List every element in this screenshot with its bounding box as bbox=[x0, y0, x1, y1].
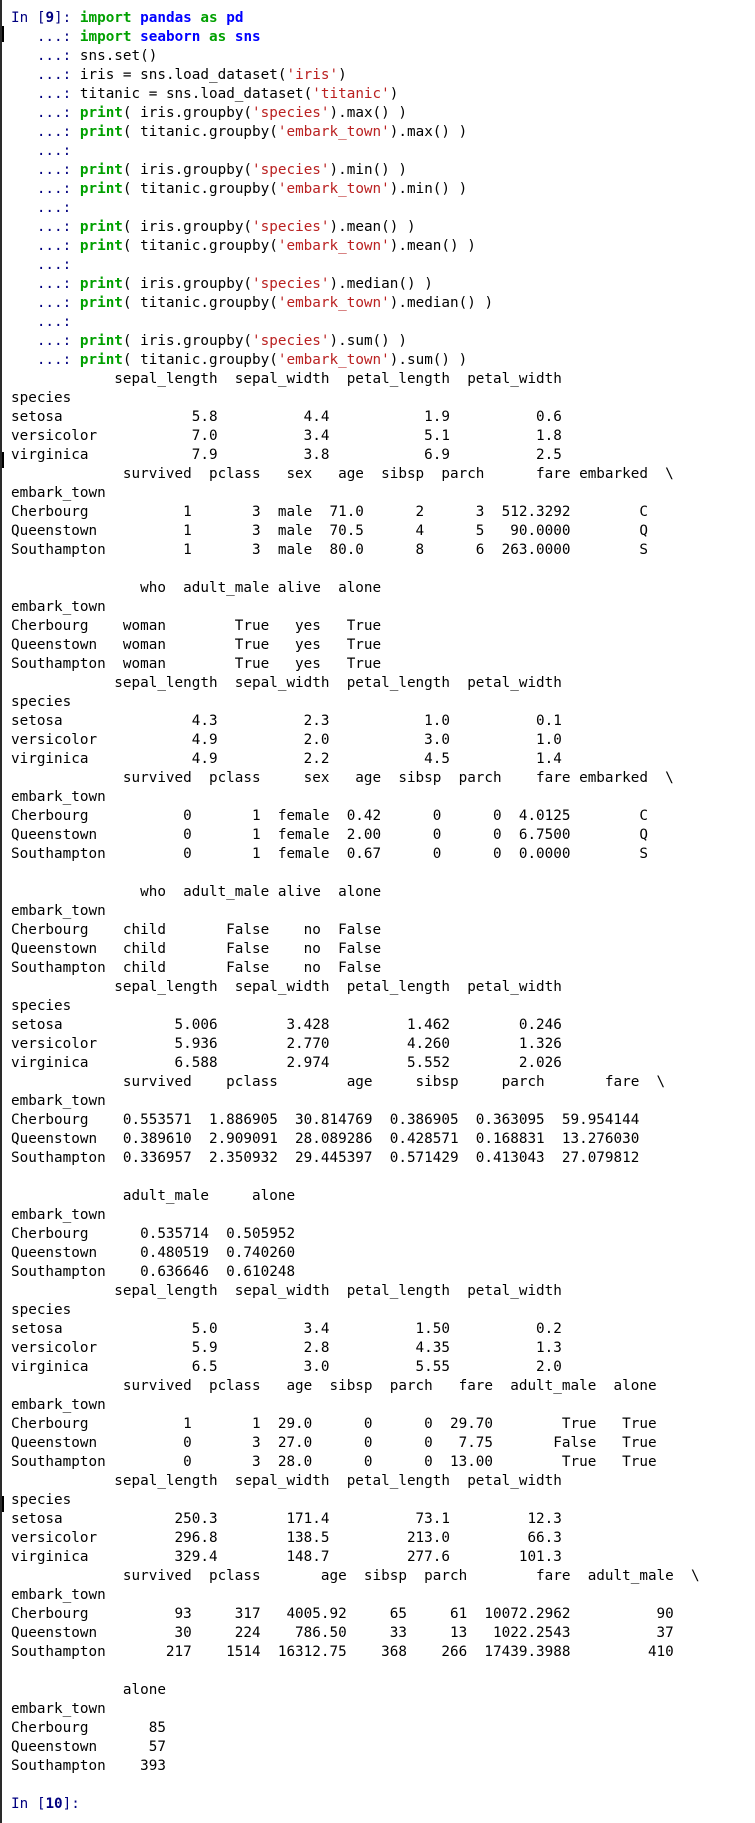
output-line: Southampton 0.636646 0.610248 bbox=[11, 1264, 296, 1280]
output-line: Southampton 0.336957 2.350932 29.445397 0.571429 0.413043 27.079812 bbox=[11, 1150, 640, 1166]
output-line: setosa 4.3 2.3 1.0 0.1 bbox=[11, 713, 562, 729]
continuation-prompt: ...: bbox=[11, 143, 80, 159]
output-line: Queenstown 0 3 27.0 0 0 7.75 False True bbox=[11, 1435, 657, 1451]
output-line: species bbox=[11, 1492, 72, 1508]
output-line bbox=[11, 1662, 755, 1681]
edge-mark bbox=[2, 26, 4, 42]
code-token: ).median() ) bbox=[389, 295, 494, 311]
input-prompt-line bbox=[11, 9, 755, 28]
code-token bbox=[226, 29, 235, 45]
output-line: species bbox=[11, 694, 72, 710]
code-token: print bbox=[79, 124, 123, 140]
code-token: 'species' bbox=[252, 276, 330, 292]
code-token: as bbox=[200, 10, 218, 26]
code-token: print bbox=[79, 333, 123, 349]
code-token bbox=[132, 10, 141, 26]
code-token: ).max() ) bbox=[389, 124, 468, 140]
output-line: Cherbourg 0.553571 1.886905 30.814769 0.386905 0.363095 59.954144 bbox=[11, 1112, 640, 1128]
output-line: survived pclass sex age sibsp parch fare embarked \ bbox=[11, 770, 674, 786]
continuation-prompt: ...: bbox=[11, 314, 80, 330]
window-edge-marks bbox=[2, 0, 5, 1823]
output-line: Cherbourg 0 1 female 0.42 0 0 4.0125 C bbox=[11, 808, 648, 824]
continuation-line bbox=[11, 256, 755, 275]
code-token: pandas bbox=[140, 10, 192, 26]
continuation-line bbox=[11, 104, 755, 123]
output-line: embark_town bbox=[11, 789, 106, 805]
output-line: embark_town bbox=[11, 1093, 106, 1109]
output-line: survived pclass sex age sibsp parch fare embarked \ bbox=[11, 466, 674, 482]
output-line: species bbox=[11, 1302, 72, 1318]
continuation-line bbox=[11, 123, 755, 142]
output-line: virginica 7.9 3.8 6.9 2.5 bbox=[11, 447, 562, 463]
output-line: survived pclass age sibsp parch fare adult_male alone bbox=[11, 1378, 657, 1394]
output-line: Queenstown 0 1 female 2.00 0 0 6.7500 Q bbox=[11, 827, 648, 843]
code-token: 'embark_town' bbox=[277, 295, 390, 311]
output-line: virginica 329.4 148.7 277.6 101.3 bbox=[11, 1549, 562, 1565]
code-token: ( titanic.groupby( bbox=[122, 238, 278, 254]
prompt-number: 9 bbox=[45, 10, 55, 26]
output-line: embark_town bbox=[11, 599, 106, 615]
continuation-prompt: ...: bbox=[11, 67, 80, 83]
output-line bbox=[11, 560, 755, 579]
output-line: setosa 250.3 171.4 73.1 12.3 bbox=[11, 1511, 562, 1527]
code-token: 'embark_town' bbox=[277, 238, 390, 254]
output-line: Cherbourg 85 bbox=[11, 1720, 166, 1736]
output-line: Cherbourg 93 317 4005.92 65 61 10072.2962 90 bbox=[11, 1606, 674, 1622]
code-token: ).mean() ) bbox=[329, 219, 416, 235]
output-line: Cherbourg child False no False bbox=[11, 922, 382, 938]
continuation-prompt: ...: bbox=[11, 276, 80, 292]
code-token: print bbox=[79, 352, 123, 368]
continuation-prompt: ...: bbox=[11, 257, 80, 273]
code-token: seaborn bbox=[140, 29, 201, 45]
continuation-line bbox=[11, 351, 755, 370]
code-token: print bbox=[79, 219, 123, 235]
output-line: sepal_length sepal_width petal_length petal_width bbox=[11, 1283, 562, 1299]
output-line: setosa 5.0 3.4 1.50 0.2 bbox=[11, 1321, 562, 1337]
code-token: ).min() ) bbox=[389, 181, 468, 197]
code-token: ( iris.groupby( bbox=[122, 333, 253, 349]
output-line: setosa 5.006 3.428 1.462 0.246 bbox=[11, 1017, 562, 1033]
code-token: 'embark_town' bbox=[277, 124, 390, 140]
output-line: sepal_length sepal_width petal_length petal_width bbox=[11, 371, 562, 387]
output-line: virginica 6.588 2.974 5.552 2.026 bbox=[11, 1055, 562, 1071]
prompt-in-prefix: In [ bbox=[11, 1796, 46, 1812]
continuation-line bbox=[11, 275, 755, 294]
output-line: Southampton 1 3 male 80.0 8 6 263.0000 S bbox=[11, 542, 648, 558]
output-line: Queenstown 57 bbox=[11, 1739, 166, 1755]
code-token: print bbox=[79, 162, 123, 178]
output-line: embark_town bbox=[11, 1397, 106, 1413]
code-token: titanic = sns.load_dataset( bbox=[79, 86, 313, 102]
code-token: 'species' bbox=[252, 219, 330, 235]
code-token: 'species' bbox=[252, 105, 330, 121]
output-line: who adult_male alive alone bbox=[11, 580, 382, 596]
continuation-prompt: ...: bbox=[11, 29, 80, 45]
output-line: Southampton child False no False bbox=[11, 960, 382, 976]
code-token: ( titanic.groupby( bbox=[122, 181, 278, 197]
code-token: ( iris.groupby( bbox=[122, 105, 253, 121]
code-token: 'titanic' bbox=[312, 86, 390, 102]
continuation-line bbox=[11, 161, 755, 180]
code-token: 'embark_town' bbox=[277, 352, 390, 368]
output-line: embark_town bbox=[11, 903, 106, 919]
code-token: 'species' bbox=[252, 333, 330, 349]
continuation-prompt: ...: bbox=[11, 48, 80, 64]
code-token: 'iris' bbox=[286, 67, 339, 83]
output-line: versicolor 4.9 2.0 3.0 1.0 bbox=[11, 732, 562, 748]
output-line bbox=[11, 1168, 755, 1187]
code-token: iris = sns.load_dataset( bbox=[79, 67, 287, 83]
prompt-number: 10 bbox=[45, 1796, 63, 1812]
code-token bbox=[200, 29, 209, 45]
output-line: Cherbourg woman True yes True bbox=[11, 618, 382, 634]
output-line: Southampton 0 1 female 0.67 0 0 0.0000 S bbox=[11, 846, 648, 862]
output-line bbox=[11, 864, 755, 883]
output-line: versicolor 296.8 138.5 213.0 66.3 bbox=[11, 1530, 562, 1546]
output-line: setosa 5.8 4.4 1.9 0.6 bbox=[11, 409, 562, 425]
code-token: sns.set() bbox=[79, 48, 158, 64]
output-line: Cherbourg 1 3 male 71.0 2 3 512.3292 C bbox=[11, 504, 648, 520]
prompt-in-suffix: ]: bbox=[54, 10, 80, 26]
output-line: sepal_length sepal_width petal_length petal_width bbox=[11, 1473, 562, 1489]
output-line: Cherbourg 1 1 29.0 0 0 29.70 True True bbox=[11, 1416, 657, 1432]
output-line: versicolor 5.9 2.8 4.35 1.3 bbox=[11, 1340, 562, 1356]
code-token: ).max() ) bbox=[329, 105, 407, 121]
continuation-line bbox=[11, 66, 755, 85]
output-line: adult_male alone bbox=[11, 1188, 296, 1204]
output-line: who adult_male alive alone bbox=[11, 884, 382, 900]
continuation-prompt: ...: bbox=[11, 200, 80, 216]
code-token: ( titanic.groupby( bbox=[122, 352, 278, 368]
edge-mark bbox=[2, 1496, 4, 1512]
continuation-line bbox=[11, 47, 755, 66]
continuation-prompt: ...: bbox=[11, 333, 80, 349]
prompt-in-suffix: ]: bbox=[62, 1796, 89, 1812]
continuation-line bbox=[11, 313, 755, 332]
output-line: Queenstown 1 3 male 70.5 4 5 90.0000 Q bbox=[11, 523, 648, 539]
code-token: ( titanic.groupby( bbox=[122, 124, 278, 140]
code-token: print bbox=[79, 238, 123, 254]
continuation-prompt: ...: bbox=[11, 162, 80, 178]
output-line: Queenstown 0.389610 2.909091 28.089286 0.428571 0.168831 13.276030 bbox=[11, 1131, 640, 1147]
continuation-line bbox=[11, 332, 755, 351]
output-line: survived pclass age sibsp parch fare adult_male \ bbox=[11, 1568, 700, 1584]
output-line: virginica 6.5 3.0 5.55 2.0 bbox=[11, 1359, 562, 1375]
code-token: ( iris.groupby( bbox=[122, 219, 253, 235]
output-line: versicolor 7.0 3.4 5.1 1.8 bbox=[11, 428, 562, 444]
output-line: Southampton 217 1514 16312.75 368 266 17439.3988 410 bbox=[11, 1644, 674, 1660]
prompt-in-prefix: In [ bbox=[11, 10, 46, 26]
continuation-prompt: ...: bbox=[11, 86, 80, 102]
code-token: 'species' bbox=[252, 162, 330, 178]
continuation-prompt: ...: bbox=[11, 219, 80, 235]
continuation-prompt: ...: bbox=[11, 352, 80, 368]
code-token bbox=[132, 29, 141, 45]
continuation-prompt: ...: bbox=[11, 295, 80, 311]
continuation-line bbox=[11, 294, 755, 313]
output-line: versicolor 5.936 2.770 4.260 1.326 bbox=[11, 1036, 562, 1052]
continuation-prompt: ...: bbox=[11, 181, 80, 197]
code-token: print bbox=[79, 276, 123, 292]
output-line: virginica 4.9 2.2 4.5 1.4 bbox=[11, 751, 562, 767]
output-line: embark_town bbox=[11, 1701, 106, 1717]
output-line: sepal_length sepal_width petal_length petal_width bbox=[11, 675, 562, 691]
code-token: ) bbox=[338, 67, 347, 83]
continuation-prompt: ...: bbox=[11, 105, 80, 121]
output-line bbox=[11, 1776, 755, 1795]
code-token: ( iris.groupby( bbox=[122, 276, 253, 292]
code-token: print bbox=[79, 295, 123, 311]
code-token: ).sum() ) bbox=[329, 333, 407, 349]
edge-mark bbox=[2, 452, 4, 468]
continuation-line bbox=[11, 237, 755, 256]
code-token: print bbox=[79, 105, 123, 121]
output-line: Southampton 393 bbox=[11, 1758, 166, 1774]
output-line: Cherbourg 0.535714 0.505952 bbox=[11, 1226, 296, 1242]
continuation-line bbox=[11, 142, 755, 161]
output-line: Queenstown child False no False bbox=[11, 941, 382, 957]
output-line: Queenstown woman True yes True bbox=[11, 637, 382, 653]
output-line: sepal_length sepal_width petal_length petal_width bbox=[11, 979, 562, 995]
continuation-line bbox=[11, 28, 755, 47]
code-token: pd bbox=[226, 10, 244, 26]
code-token: ).mean() ) bbox=[389, 238, 476, 254]
continuation-prompt: ...: bbox=[11, 238, 80, 254]
output-line: Queenstown 0.480519 0.740260 bbox=[11, 1245, 296, 1261]
output-line: Queenstown 30 224 786.50 33 13 1022.2543 37 bbox=[11, 1625, 674, 1641]
output-line: Southampton woman True yes True bbox=[11, 656, 382, 672]
continuation-line bbox=[11, 218, 755, 237]
code-token: ( titanic.groupby( bbox=[122, 295, 278, 311]
continuation-line bbox=[11, 85, 755, 104]
output-line: embark_town bbox=[11, 1207, 106, 1223]
output-line: survived pclass age sibsp parch fare \ bbox=[11, 1074, 666, 1090]
next-input-prompt-line[interactable] bbox=[11, 1795, 755, 1814]
output-line: Southampton 0 3 28.0 0 0 13.00 True True bbox=[11, 1454, 657, 1470]
output-line: species bbox=[11, 390, 72, 406]
code-token: print bbox=[79, 181, 123, 197]
code-token: ( iris.groupby( bbox=[122, 162, 253, 178]
code-token: as bbox=[209, 29, 227, 45]
continuation-line bbox=[11, 180, 755, 199]
console-text-area[interactable] bbox=[11, 9, 755, 1814]
code-token bbox=[218, 10, 227, 26]
continuation-line bbox=[11, 199, 755, 218]
code-token: ) bbox=[389, 86, 399, 102]
output-line: species bbox=[11, 998, 72, 1014]
code-token: ).min() ) bbox=[329, 162, 407, 178]
code-token: 'embark_town' bbox=[277, 181, 390, 197]
code-token: import bbox=[79, 10, 132, 26]
code-token: ).median() ) bbox=[329, 276, 433, 292]
code-token: sns bbox=[234, 29, 261, 45]
output-line: embark_town bbox=[11, 485, 106, 501]
continuation-prompt: ...: bbox=[11, 124, 80, 140]
output-line: embark_town bbox=[11, 1587, 106, 1603]
output-line: alone bbox=[11, 1682, 166, 1698]
code-token: import bbox=[79, 29, 132, 45]
code-token: ).sum() ) bbox=[389, 352, 468, 368]
